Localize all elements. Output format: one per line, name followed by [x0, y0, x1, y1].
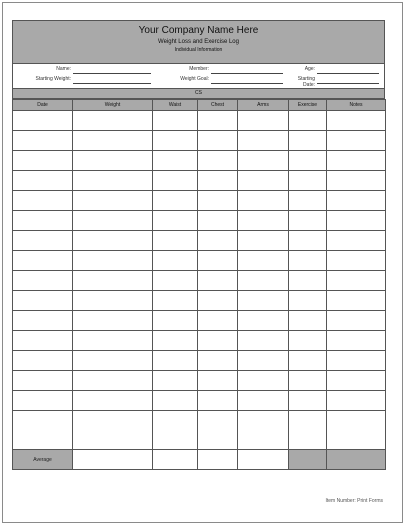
cell-notes[interactable]: [327, 411, 386, 450]
cell-chest[interactable]: [198, 331, 238, 351]
cell-exercise[interactable]: [289, 351, 327, 371]
cell-waist[interactable]: [153, 251, 198, 271]
cell-notes[interactable]: [327, 391, 386, 411]
column-header-arms: Arms: [238, 100, 289, 111]
average-row: [13, 450, 386, 470]
cell-chest[interactable]: [198, 151, 238, 171]
average-label: Average: [13, 450, 73, 470]
cell-waist[interactable]: [153, 191, 198, 211]
cell-weight[interactable]: [73, 231, 153, 251]
cell-weight[interactable]: [73, 371, 153, 391]
cell-arms[interactable]: [238, 271, 289, 291]
cell-notes[interactable]: [327, 171, 386, 191]
cell-date[interactable]: [13, 191, 73, 211]
log-table: [12, 99, 386, 470]
column-header-date: Date: [13, 100, 73, 111]
cell-weight[interactable]: [73, 331, 153, 351]
cell-weight[interactable]: [73, 131, 153, 151]
cell-arms[interactable]: [238, 291, 289, 311]
starting-weight-label: Starting Weight:: [35, 76, 71, 82]
cell-waist[interactable]: [153, 151, 198, 171]
cell-exercise[interactable]: [289, 191, 327, 211]
cell-weight[interactable]: [73, 111, 153, 131]
cell-arms[interactable]: [238, 111, 289, 131]
column-header-waist: Waist: [153, 100, 198, 111]
table-row: [13, 211, 386, 231]
cell-chest[interactable]: [198, 211, 238, 231]
cell-exercise[interactable]: [289, 271, 327, 291]
cell-arms[interactable]: [238, 351, 289, 371]
table-row: [13, 291, 386, 311]
cell-date[interactable]: [13, 211, 73, 231]
age-label: Age:: [304, 66, 315, 72]
name-label: Name:: [56, 66, 71, 72]
cell-arms[interactable]: [238, 151, 289, 171]
cell-arms[interactable]: [238, 251, 289, 271]
cell-weight[interactable]: [73, 151, 153, 171]
cell-waist[interactable]: [153, 371, 198, 391]
cell-waist[interactable]: [153, 131, 198, 151]
cell-notes[interactable]: [327, 331, 386, 351]
log-section-band: CS: [12, 88, 385, 99]
cell-notes[interactable]: [327, 311, 386, 331]
cell-waist[interactable]: [153, 291, 198, 311]
cell-weight[interactable]: [73, 251, 153, 271]
name-field[interactable]: [73, 66, 151, 74]
cell-notes[interactable]: [327, 291, 386, 311]
table-row: [13, 231, 386, 251]
member-field[interactable]: [211, 66, 283, 74]
table-row: [13, 111, 386, 131]
cell-waist[interactable]: [153, 111, 198, 131]
cell-arms[interactable]: [238, 331, 289, 351]
cell-exercise[interactable]: [289, 391, 327, 411]
cell-weight[interactable]: [73, 311, 153, 331]
cell-waist[interactable]: [153, 331, 198, 351]
cell-notes[interactable]: [327, 111, 386, 131]
cell-waist[interactable]: [153, 211, 198, 231]
cell-exercise[interactable]: [289, 331, 327, 351]
cell-notes[interactable]: [327, 131, 386, 151]
cell-arms[interactable]: [238, 391, 289, 411]
starting-date-field[interactable]: [317, 76, 379, 84]
average-weight[interactable]: [73, 450, 153, 470]
column-header-notes: Notes: [327, 100, 386, 111]
cell-date[interactable]: [13, 231, 73, 251]
cell-chest[interactable]: [198, 231, 238, 251]
individual-info: [12, 64, 385, 88]
cell-notes[interactable]: [327, 351, 386, 371]
cell-date[interactable]: [13, 111, 73, 131]
cell-exercise[interactable]: [289, 231, 327, 251]
log-body: [13, 111, 386, 470]
cell-notes[interactable]: [327, 251, 386, 271]
cell-chest[interactable]: [198, 271, 238, 291]
cell-exercise[interactable]: [289, 111, 327, 131]
age-field[interactable]: [317, 66, 379, 74]
weight-goal-field[interactable]: [211, 76, 283, 84]
cell-date[interactable]: [13, 151, 73, 171]
table-header-row: [13, 100, 386, 111]
table-row: [13, 271, 386, 291]
cell-exercise[interactable]: [289, 151, 327, 171]
info-row-2: [13, 76, 384, 86]
cell-date[interactable]: [13, 311, 73, 331]
cell-date[interactable]: [13, 251, 73, 271]
form-title: Weight Loss and Exercise Log: [158, 39, 239, 45]
cell-waist[interactable]: [153, 351, 198, 371]
cell-date[interactable]: [13, 171, 73, 191]
info-row-1: [13, 66, 384, 76]
cell-notes[interactable]: [327, 271, 386, 291]
cell-date[interactable]: [13, 411, 73, 450]
cell-chest[interactable]: [198, 311, 238, 331]
cell-date[interactable]: [13, 291, 73, 311]
starting-weight-field[interactable]: [73, 76, 151, 84]
cell-date[interactable]: [13, 391, 73, 411]
member-label: Member:: [189, 66, 209, 72]
table-row: [13, 391, 386, 411]
cell-chest[interactable]: [198, 251, 238, 271]
average-arms[interactable]: [238, 450, 289, 470]
table-row: [13, 171, 386, 191]
cell-notes[interactable]: [327, 231, 386, 251]
table-row: [13, 131, 386, 151]
cell-waist[interactable]: [153, 231, 198, 251]
cell-weight[interactable]: [73, 271, 153, 291]
cell-notes[interactable]: [327, 191, 386, 211]
cell-date[interactable]: [13, 331, 73, 351]
cell-chest[interactable]: [198, 171, 238, 191]
cell-arms[interactable]: [238, 211, 289, 231]
cell-weight[interactable]: [73, 191, 153, 211]
cell-weight[interactable]: [73, 351, 153, 371]
column-header-weight: Weight: [73, 100, 153, 111]
cell-exercise[interactable]: [289, 311, 327, 331]
cell-weight[interactable]: [73, 211, 153, 231]
cell-arms[interactable]: [238, 171, 289, 191]
cell-weight[interactable]: [73, 171, 153, 191]
section-title: Individual Information: [174, 47, 223, 53]
table-row: [13, 331, 386, 351]
average-waist[interactable]: [153, 450, 198, 470]
cell-arms[interactable]: [238, 131, 289, 151]
cell-chest[interactable]: [198, 111, 238, 131]
table-row: [13, 371, 386, 391]
company-name: Your Company Name Here: [138, 25, 259, 36]
starting-date-label: Starting Date:: [297, 76, 315, 88]
table-row: [13, 411, 386, 450]
cell-date[interactable]: [13, 371, 73, 391]
cell-weight[interactable]: [73, 411, 153, 450]
table-row: [13, 251, 386, 271]
cell-arms[interactable]: [238, 371, 289, 391]
cell-arms[interactable]: [238, 231, 289, 251]
table-row: [13, 191, 386, 211]
cell-arms[interactable]: [238, 311, 289, 331]
table-row: [13, 151, 386, 171]
cell-chest[interactable]: [198, 371, 238, 391]
cell-exercise[interactable]: [289, 291, 327, 311]
cell-waist[interactable]: [153, 391, 198, 411]
cell-chest[interactable]: [198, 391, 238, 411]
column-header-chest: Chest: [198, 100, 238, 111]
average-chest[interactable]: [198, 450, 238, 470]
cell-chest[interactable]: [198, 131, 238, 151]
cell-waist[interactable]: [153, 311, 198, 331]
cell-date[interactable]: [13, 131, 73, 151]
cell-chest[interactable]: [198, 351, 238, 371]
column-header-exercise: Exercise: [289, 100, 327, 111]
cell-weight[interactable]: [73, 291, 153, 311]
cell-weight[interactable]: [73, 391, 153, 411]
cell-exercise[interactable]: [289, 211, 327, 231]
cell-date[interactable]: [13, 271, 73, 291]
average-exercise-shaded: [289, 450, 327, 470]
weight-goal-label: Weight Goal:: [180, 76, 209, 82]
cell-waist[interactable]: [153, 271, 198, 291]
cell-exercise[interactable]: [289, 171, 327, 191]
cell-exercise[interactable]: [289, 131, 327, 151]
cell-arms[interactable]: [238, 191, 289, 211]
cell-chest[interactable]: [198, 191, 238, 211]
cell-waist[interactable]: [153, 171, 198, 191]
cell-chest[interactable]: [198, 291, 238, 311]
footer-text: Item Number: Print Forms: [325, 498, 383, 504]
cell-exercise[interactable]: [289, 251, 327, 271]
cell-exercise[interactable]: [289, 411, 327, 450]
table-row: [13, 311, 386, 331]
cell-date[interactable]: [13, 351, 73, 371]
cell-notes[interactable]: [327, 211, 386, 231]
average-notes-shaded: [327, 450, 386, 470]
cell-exercise[interactable]: [289, 371, 327, 391]
cell-chest[interactable]: [198, 411, 238, 450]
cell-arms[interactable]: [238, 411, 289, 450]
form-header: [12, 20, 385, 64]
cell-notes[interactable]: [327, 151, 386, 171]
cell-waist[interactable]: [153, 411, 198, 450]
table-row: [13, 351, 386, 371]
cell-notes[interactable]: [327, 371, 386, 391]
